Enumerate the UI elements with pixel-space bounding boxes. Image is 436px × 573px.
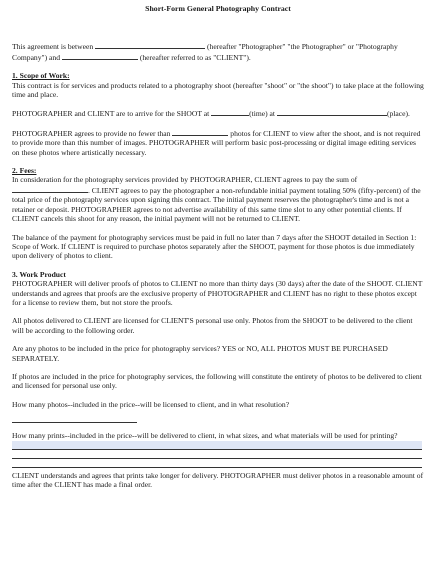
prints-answer-line-3[interactable] (12, 459, 422, 468)
intro-text-d: (hereafter referred to as "CLIENT"). (139, 52, 251, 62)
section-1-paragraph-1: This contract is for services and products related to a photography shoot (hereafter "shoot" or "the shoot") to take place at the following time and place. (12, 80, 424, 100)
time-at-text: (time) at (249, 109, 276, 119)
section-3-paragraph-5: CLIENT understands and agrees that prints take longer for delivery. PHOTOGRAPHER must deliver photos in a reasonable amount of time after the CLIENT has made a final order. (12, 470, 424, 489)
intro-paragraph (12, 41, 424, 62)
section-2-paragraph-2: The balance of the payment for photography services must be paid in full no later than 7 days after the SHOOT detailed in Section 1: Scope of Work. If CLIENT is required to purchase photos separately after the SHOOT, payment for those photos is due immediately upon delivery of photos to client. (12, 232, 417, 261)
section-1-paragraph-2 (12, 108, 424, 118)
fee-amount-blank[interactable] (12, 185, 88, 193)
photo-count-rest: photos for CLIENT to view after the shoot, and is not required to provide more than this number of images. PHOTOGRAPHER will perform basic post-processing or digital image editing services on these photos where artistically necessary. (12, 128, 421, 157)
section-3-paragraph-3: Are any photos to be included in the price for photography services? YES or NO, ALL PHOTOS MUST BE PURCHASED SEPARATELY. (12, 344, 388, 363)
photographer-name-blank[interactable] (95, 41, 205, 49)
prints-answer-line-2[interactable] (12, 450, 422, 459)
section-2-heading: 2. Fees: (12, 166, 37, 176)
section-3-paragraph-4: If photos are included in the price for photography services, the following will constitute the entirety of photos to be delivered to client and licensed for personal use only. (12, 371, 422, 391)
photos-answer-line[interactable] (12, 413, 137, 423)
arrival-place-blank[interactable] (277, 108, 387, 116)
arrival-time-blank[interactable] (211, 108, 249, 116)
section-3-paragraph-1: PHOTOGRAPHER will deliver proofs of photos to CLIENT no more than thirty days (30 days) after the date of the SHOOT. CLIENT understands and agrees that proofs are the exclusive property of PHOTOGRAPHER and CLIENT has no right to these photos except for a license to review them, but not store the proofs. (12, 279, 423, 307)
section-3-paragraph-2: All photos delivered to CLIENT are licensed for CLIENT'S personal use only. Photos from the SHOOT to be delivered to the client will be according to the following order. (12, 316, 413, 335)
section-1-paragraph-3 (12, 128, 424, 157)
fee-terms-text: . CLIENT agrees to pay the photographer a non-refundable initial payment totaling 50% (fifty-percent) of the total price of the photography services upon signing this contract. The initial payment reserves the photographer's time and is not a retainer or deposit. PHOTOGRAPHER agrees to not advertise availability of this same time slot to any other potential clients. If CLIENT cancels this shoot for any reason, the initial payment will not be returned to CLIENT. (12, 185, 421, 224)
arrival-text: PHOTOGRAPHER and CLIENT are to arrive for the SHOOT at (12, 109, 210, 119)
section-1-heading: 1. Scope of Work: (12, 71, 70, 81)
intro-text-b: (hereafter "Photographer" "the Photographer" or (207, 42, 354, 52)
question-prints: How many prints--included in the price--will be delivered to client, in what sizes, and what materials will be used for printing? (12, 431, 398, 441)
photo-count-text: PHOTOGRAPHER agrees to provide no fewer than (12, 128, 171, 138)
prints-answer-line-1[interactable] (12, 441, 422, 450)
place-text: (place). (386, 109, 410, 119)
intro-text-c: "Photography Company") and (12, 42, 398, 62)
photo-count-blank[interactable] (172, 128, 228, 136)
question-photos: How many photos--included in the price--will be licensed to client, and in what resolution? (12, 399, 290, 409)
document-title: Short-Form General Photography Contract (145, 4, 291, 13)
section-3-heading: 3. Work Product (12, 269, 66, 279)
section-2-paragraph-1 (12, 175, 424, 223)
fee-intro-text: In consideration for the photography services provided by PHOTOGRAPHER, CLIENT agrees to pay the sum of (12, 175, 358, 185)
intro-text-a: This agreement is between (12, 42, 94, 52)
client-name-blank[interactable] (62, 52, 138, 60)
